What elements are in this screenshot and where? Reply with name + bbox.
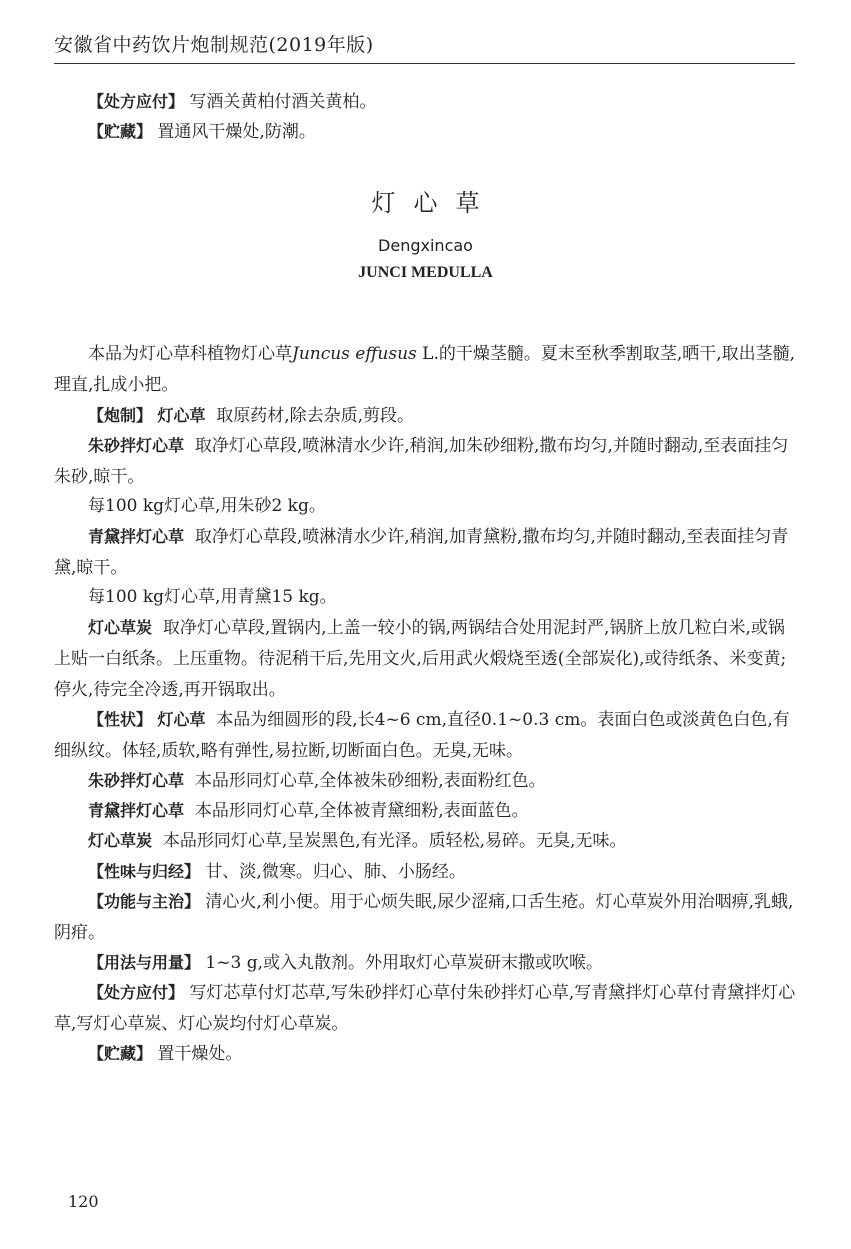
processing-item4-text: 取净灯心草段,置锅内,上盖一较小的锅,两锅结合处用泥封严,锅脐上放几粒白米,或锅上贴一白纸条。上压重物。待泥稍干后,先用文火,后用武火煅烧至透(全部炭化),或待纸条、米变黄;停火,待完全冷透,再开锅取出。 bbox=[54, 618, 787, 700]
processing-item3-text: 取净灯心草段,喷淋清水少许,稍润,加青黛粉,撒布均匀,并随时翻动,至表面挂匀青黛,晾干。 bbox=[54, 527, 789, 578]
function-label: 【功能与主治】 bbox=[88, 892, 201, 911]
running-header: 安徽省中药饮片炮制规范(2019年版) bbox=[54, 34, 374, 56]
dosage-paragraph bbox=[54, 947, 801, 979]
processing-item2-name: 朱砂拌灯心草 bbox=[88, 436, 185, 455]
prev-prescription-label: 【处方应付】 bbox=[88, 92, 185, 111]
dispensing-text: 写灯芯草付灯芯草,写朱砂拌灯心草付朱砂拌灯心草,写青黛拌灯心草付青黛拌灯心草,写灯心草炭、灯心炭均付灯心草炭。 bbox=[54, 983, 796, 1034]
processing-item1-text: 取原药材,除去杂质,剪段。 bbox=[216, 406, 415, 426]
character-item4-name: 灯心草炭 bbox=[88, 831, 153, 850]
processing-item1-name: 灯心草 bbox=[157, 406, 206, 425]
processing-item2-text: 取净灯心草段,喷淋清水少许,稍润,加朱砂细粉,撒布均匀,并随时翻动,至表面挂匀朱砂,晾干。 bbox=[54, 436, 789, 487]
character-item3-text: 本品形同灯心草,全体被青黛细粉,表面蓝色。 bbox=[194, 801, 529, 821]
character-item1-name: 灯心草 bbox=[157, 710, 206, 729]
processing-item3-ratio: 每100 kg灯心草,用青黛15 kg。 bbox=[88, 587, 337, 607]
processing-item2-ratio: 每100 kg灯心草,用朱砂2 kg。 bbox=[88, 496, 326, 516]
intro-text-2: L.的干燥茎髓。夏末至秋季割取茎,晒干,取出茎髓,理直,扎成小把。 bbox=[54, 344, 796, 395]
processing-item3-name: 青黛拌灯心草 bbox=[88, 527, 185, 546]
prev-prescription-paragraph bbox=[54, 86, 801, 118]
monograph-pinyin: Dengxincao bbox=[378, 236, 473, 255]
species-name: Juncus effusus bbox=[292, 344, 417, 364]
prev-storage-text: 置通风干燥处,防潮。 bbox=[157, 122, 316, 142]
dispensing-label: 【处方应付】 bbox=[88, 983, 185, 1002]
processing-item4-paragraph bbox=[54, 612, 801, 706]
character-item4-paragraph bbox=[54, 825, 801, 857]
character-item2-name: 朱砂拌灯心草 bbox=[88, 771, 185, 790]
storage-text: 置干燥处。 bbox=[157, 1044, 243, 1064]
character-item1-text: 本品为细圆形的段,长4~6 cm,直径0.1~0.3 cm。表面白色或淡黄色白色,有细纵纹。体轻,质软,略有弹性,易拉断,切断面白色。无臭,无味。 bbox=[54, 710, 790, 761]
character-item4-text: 本品形同灯心草,呈炭黑色,有光泽。质轻松,易碎。无臭,无味。 bbox=[162, 831, 627, 851]
nature-text: 甘、淡,微寒。归心、肺、小肠经。 bbox=[205, 862, 466, 882]
prev-storage-label: 【贮藏】 bbox=[88, 122, 153, 141]
character-label: 【性状】 bbox=[88, 710, 153, 729]
processing-paragraph bbox=[54, 400, 801, 432]
nature-paragraph bbox=[54, 856, 801, 888]
character-item3-paragraph bbox=[54, 795, 801, 827]
dosage-text: 1~3 g,或入丸散剂。外用取灯心草炭研末撒或吹喉。 bbox=[205, 953, 603, 973]
function-paragraph bbox=[54, 886, 801, 949]
character-item2-text: 本品形同灯心草,全体被朱砂细粉,表面粉红色。 bbox=[194, 771, 546, 791]
dispensing-paragraph bbox=[54, 977, 801, 1040]
storage-paragraph bbox=[54, 1038, 801, 1070]
character-item3-name: 青黛拌灯心草 bbox=[88, 801, 185, 820]
prev-prescription-text: 写酒关黄柏付酒关黄柏。 bbox=[189, 92, 377, 112]
processing-item4-name: 灯心草炭 bbox=[88, 618, 153, 637]
header-rule bbox=[54, 63, 795, 64]
page-number: 120 bbox=[68, 1192, 99, 1211]
monograph-latin-name: JUNCI MEDULLA bbox=[358, 264, 493, 281]
dosage-label: 【用法与用量】 bbox=[88, 953, 201, 972]
monograph-title: 灯心草 bbox=[371, 189, 498, 217]
function-text: 清心火,利小便。用于心烦失眠,尿少涩痛,口舌生疮。灯心草炭外用治咽痹,乳蛾,阴疳。 bbox=[54, 892, 794, 943]
processing-label: 【炮制】 bbox=[88, 406, 153, 425]
character-item2-paragraph bbox=[54, 765, 801, 797]
intro-text-1: 本品为灯心草科植物灯心草 bbox=[88, 344, 292, 364]
character-paragraph bbox=[54, 704, 801, 767]
storage-label: 【贮藏】 bbox=[88, 1044, 153, 1063]
nature-label: 【性味与归经】 bbox=[88, 862, 201, 881]
processing-item2-paragraph bbox=[54, 430, 801, 493]
intro-paragraph bbox=[54, 339, 801, 401]
processing-item3-paragraph bbox=[54, 521, 801, 584]
prev-storage-paragraph bbox=[54, 116, 801, 148]
